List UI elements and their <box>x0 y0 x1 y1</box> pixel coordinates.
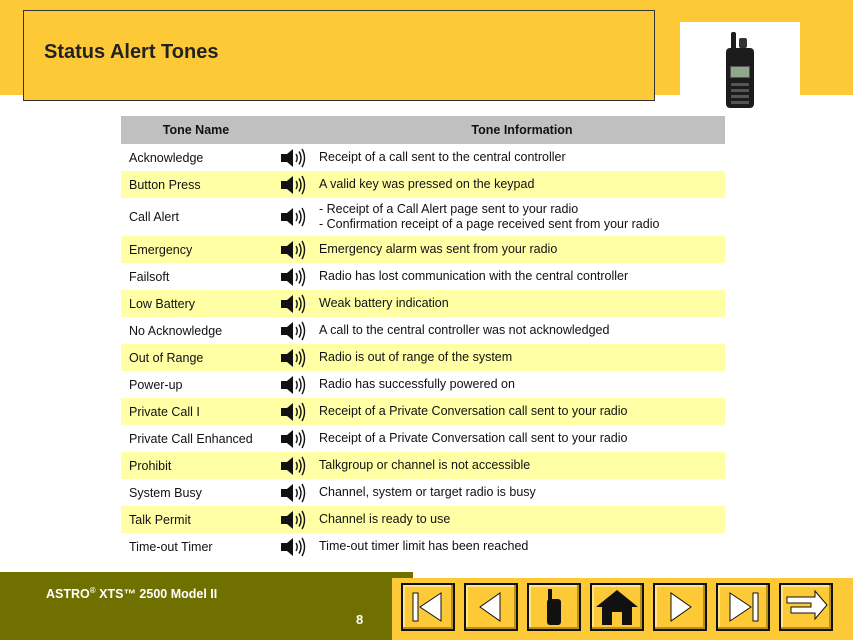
footer-model: XTS™ 2500 Model II <box>99 587 218 602</box>
tone-name-cell: Private Call Enhanced <box>129 431 253 446</box>
play-tone-button[interactable] <box>271 198 315 236</box>
tone-info-cell <box>315 533 725 560</box>
table-row <box>121 506 725 533</box>
tone-name-cell: Private Call I <box>121 398 271 425</box>
speaker-icon <box>280 401 306 423</box>
header-tone-name: Tone Name <box>121 116 271 144</box>
first-page-button[interactable] <box>401 583 455 631</box>
return-arrow-icon <box>781 585 831 629</box>
tone-info-line: A valid key was pressed on the keypad <box>319 177 535 191</box>
tone-name-cell: Talk Permit <box>121 506 271 533</box>
play-tone-button[interactable] <box>271 290 315 317</box>
speaker-icon <box>280 347 306 369</box>
play-tone-button[interactable] <box>271 263 315 290</box>
table-row <box>121 425 725 452</box>
radio-screen <box>730 66 750 78</box>
speaker-icon <box>280 428 306 450</box>
table-row <box>121 290 725 317</box>
tone-info-line: Time-out timer limit has been reached <box>319 539 529 553</box>
tone-info-cell <box>315 344 725 371</box>
tone-info-cell <box>315 398 725 425</box>
tone-info-line: Channel, system or target radio is busy <box>319 485 536 499</box>
tone-name-cell: Button Press <box>121 171 271 198</box>
speaker-icon <box>280 374 306 396</box>
last-page-button[interactable] <box>716 583 770 631</box>
tone-table <box>121 116 725 560</box>
tone-info-cell <box>315 506 725 533</box>
speaker-icon <box>280 206 306 228</box>
speaker-icon <box>280 266 306 288</box>
page-title: Status Alert Tones <box>44 41 219 63</box>
tone-info-line: Radio is out of range of the system <box>319 350 513 364</box>
tone-info-line: Talkgroup or channel is not accessible <box>319 458 531 472</box>
radio-image <box>680 22 800 122</box>
tone-name-cell: No Acknowledge <box>129 323 223 338</box>
play-tone-button[interactable] <box>271 171 315 198</box>
tone-info-line: Radio has successfully powered on <box>319 377 515 391</box>
tone-info-line: - Confirmation receipt of a page received sent from your radio <box>319 217 660 231</box>
tone-info-cell <box>315 198 725 236</box>
tone-info-cell <box>315 317 725 344</box>
speaker-icon <box>280 293 306 315</box>
play-tone-button[interactable] <box>271 506 315 533</box>
first-page-icon <box>403 585 453 629</box>
footer-band <box>0 572 413 640</box>
previous-icon <box>466 585 516 629</box>
speaker-icon <box>280 536 306 558</box>
exit-button[interactable] <box>779 583 833 631</box>
header-icon-spacer <box>271 116 315 144</box>
table-row <box>121 371 725 398</box>
tone-info-cell <box>315 171 725 198</box>
home-button[interactable] <box>590 583 644 631</box>
tone-name-cell: Out of Range <box>121 344 271 371</box>
tone-name-cell: Emergency <box>121 236 271 263</box>
navigation-bar <box>392 578 853 640</box>
home-icon <box>592 585 642 629</box>
table-row <box>121 344 725 371</box>
previous-page-button[interactable] <box>464 583 518 631</box>
radio-knob <box>739 38 747 48</box>
last-page-icon <box>718 585 768 629</box>
speaker-icon <box>280 239 306 261</box>
speaker-icon <box>280 174 306 196</box>
tone-info-cell <box>315 290 725 317</box>
table-row <box>121 533 725 560</box>
play-tone-button[interactable] <box>271 317 315 344</box>
tone-info-cell <box>315 479 725 506</box>
next-page-button[interactable] <box>653 583 707 631</box>
speaker-icon <box>280 320 306 342</box>
speaker-icon <box>280 482 306 504</box>
radio-keypad <box>731 82 749 104</box>
radio-button[interactable] <box>527 583 581 631</box>
tone-info-line: Receipt of a Private Conversation call sent to your radio <box>319 431 628 445</box>
tone-info-cell <box>315 371 725 398</box>
tone-info-line: Receipt of a call sent to the central controller <box>319 150 566 164</box>
tone-info-line: Radio has lost communication with the central controller <box>319 269 629 283</box>
play-tone-button[interactable] <box>271 344 315 371</box>
tone-info-cell <box>315 425 725 452</box>
tone-info-line: Receipt of a Private Conversation call sent to your radio <box>319 404 628 418</box>
tone-info-line: - Receipt of a Call Alert page sent to your radio <box>319 202 579 216</box>
play-tone-button[interactable] <box>271 398 315 425</box>
tone-info-line: Emergency alarm was sent from your radio <box>319 242 558 256</box>
tone-name-cell: Time-out Timer <box>129 539 213 554</box>
table-row <box>121 479 725 506</box>
radio-icon <box>529 585 579 629</box>
tone-name-cell: Failsoft <box>129 269 170 284</box>
table-row <box>121 236 725 263</box>
tone-info-line: A call to the central controller was not acknowledged <box>319 323 610 337</box>
speaker-icon <box>280 147 306 169</box>
footer-title <box>46 586 217 601</box>
tone-info-cell <box>315 263 725 290</box>
play-tone-button[interactable] <box>271 371 315 398</box>
table-row <box>121 198 725 236</box>
speaker-icon <box>280 455 306 477</box>
tone-name-cell: Low Battery <box>121 290 271 317</box>
footer-brand-mark: ® <box>89 586 96 595</box>
header-tone-info: Tone Information <box>315 116 725 144</box>
footer-brand: ASTRO <box>46 587 90 602</box>
play-tone-button[interactable] <box>271 452 315 479</box>
title-box <box>23 10 655 101</box>
table-header-row <box>121 116 725 144</box>
table-row <box>121 263 725 290</box>
play-tone-button[interactable] <box>271 479 315 506</box>
next-icon <box>655 585 705 629</box>
speaker-icon <box>280 509 306 531</box>
tone-name-cell: Power-up <box>129 377 183 392</box>
tone-name-cell: Call Alert <box>129 210 180 224</box>
table-row <box>121 317 725 344</box>
tone-info-cell <box>315 452 725 479</box>
tone-info-line: Channel is ready to use <box>319 512 451 526</box>
tone-name-cell: Prohibit <box>121 452 271 479</box>
table-row <box>121 144 725 171</box>
play-tone-button[interactable] <box>271 533 315 560</box>
play-tone-button[interactable] <box>271 236 315 263</box>
play-tone-button[interactable] <box>271 425 315 452</box>
play-tone-button[interactable] <box>271 144 315 171</box>
tone-name-cell: System Busy <box>129 485 202 500</box>
page-number: 8 <box>356 612 364 627</box>
table-row <box>121 171 725 198</box>
table-row <box>121 398 725 425</box>
tone-info-cell <box>315 144 725 171</box>
tone-info-line: Weak battery indication <box>319 296 449 310</box>
tone-name-cell: Acknowledge <box>129 150 204 165</box>
table-body <box>121 144 725 560</box>
table-row <box>121 452 725 479</box>
tone-info-cell <box>315 236 725 263</box>
